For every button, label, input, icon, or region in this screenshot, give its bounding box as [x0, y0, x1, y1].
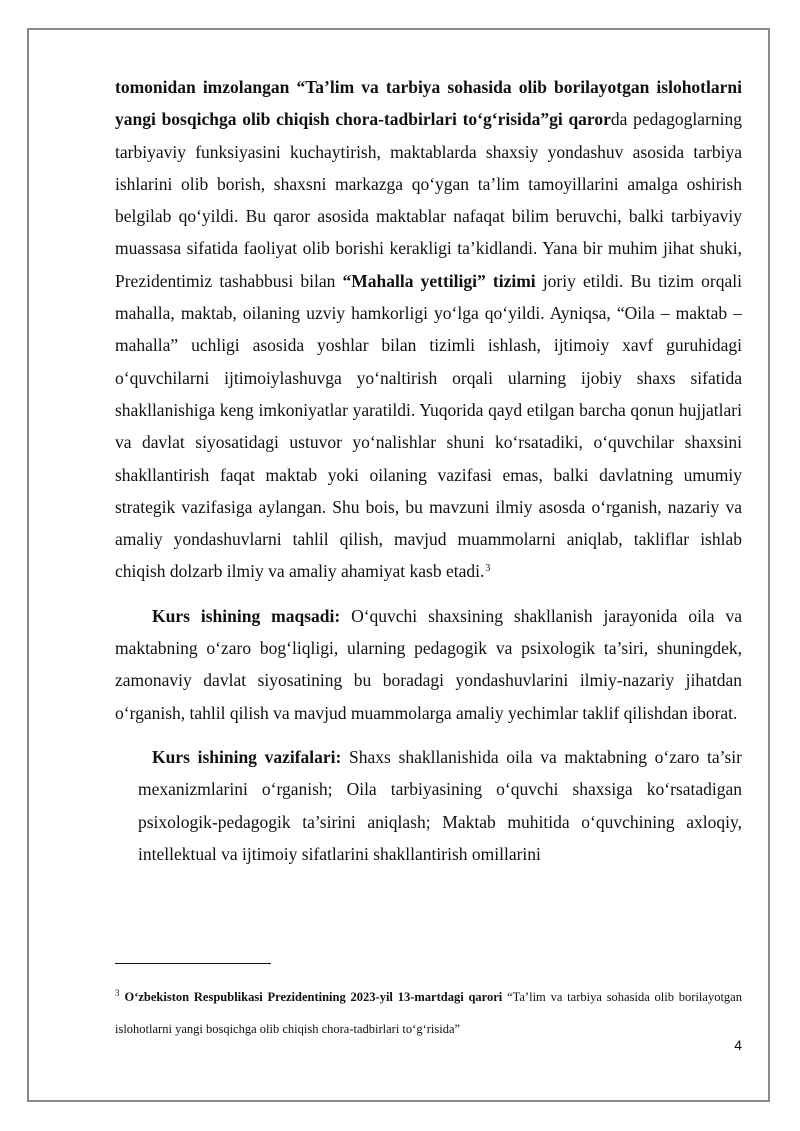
- footnote-source: O‘zbekiston Respublikasi Prezidentining 2023-yil 13-martdagi qarori: [124, 990, 503, 1004]
- footnote-separator: [115, 963, 271, 964]
- footnote-reference[interactable]: 3: [485, 563, 491, 575]
- footnote-number: 3: [115, 988, 120, 998]
- tasks-label: Kurs ishining vazifalari:: [152, 746, 342, 767]
- footnote: [115, 981, 742, 1045]
- decree-text: da pedagoglarning tarbiyaviy funksiyasini kuchaytirish, maktablarda shaxsiy yondashuv asosida tarbiya ishlarini olib borish, shaxsni markazga qo‘ygan ta’lim tamoyillarini amalga oshirish belgilab qo‘yildi. Bu qaror asosida maktablar nafaqat bilim beruvchi, balki tarbiyaviy muassasa sifatida faoliyat olib borishi kerakligi ta’kidlandi. Yana bir muhim jihat shuki, Prezidentimiz tashabbusi bilan: [115, 109, 743, 291]
- decree-title: tomonidan imzolangan “Ta’lim va tarbiya sohasida olib borilayotgan islohotlarni yangi bosqichga olib chiqish chora-tadbirlari to‘g‘risida”gi qaror: [115, 77, 742, 130]
- page-number: 4: [734, 1037, 742, 1053]
- mahalla-system-term: “Mahalla yettiligi” tizimi: [342, 270, 536, 291]
- goal-text: O‘quvchi shaxsining shakllanish jarayonida oila va maktabning o‘zaro bog‘liqligi, ularning pedagogik va psixologik ta’siri, shuningdek, zamonaviy davlat siyosatining bu boradagi yondashuvlarini ilmiy-nazariy jihatdan o‘rganish, tahlil qilish va mavjud muammolarga amaliy yechimlar taklif qilishdan iborat.: [115, 605, 742, 723]
- paragraph-decree: [115, 71, 742, 588]
- document-body: [115, 71, 742, 870]
- paragraph-tasks: [115, 741, 742, 870]
- paragraph-goal: [115, 600, 742, 729]
- goal-label: Kurs ishining maqsadi:: [152, 605, 341, 626]
- decree-text-continued: joriy etildi. Bu tizim orqali mahalla, maktab, oilaning uzviy hamkorligi yo‘lga qo‘yildi. Ayniqsa, “Oila – maktab – mahalla” uchligi asosida yoshlar bilan tizimli ishlash, ijtimoiy xavf guruhidagi o‘quvchilarni ijtimoiylashuvga yo‘naltirish orqali ularning ijobiy shaxs sifatida shakllanishiga keng imkoniyatlar yaratildi. Yuqorida qayd etilgan barcha qonun hujjatlari va davlat siyosatidagi ustuvor yo‘nalishlar shuni ko‘rsatadiki, o‘quvchilar shaxsini shakllantirish faqat maktab yoki oilaning vazifasi emas, balki davlatning umumiy strategik vazifasiga aylangan. Shu bois, bu mavzuni ilmiy asosda o‘rganish, nazariy va amaliy yondashuvlarni tahlil qilish, mavjud muammolarni aniqlab, takliflar ishlab chiqish dolzarb ilmiy va amaliy ahamiyat kasb etadi.: [115, 270, 743, 582]
- footnote-text: “Ta’lim va tarbiya sohasida olib borilayotgan islohotlarni yangi bosqichga olib chiqish chora-tadbirlari to‘g‘risida”: [115, 990, 742, 1036]
- tasks-text: Shaxs shakllanishida oila va maktabning o‘zaro ta’sir mexanizmlarini o‘rganish; Oila tarbiyasining o‘quvchi shaxsiga ko‘rsatadigan psixologik-pedagogik ta’sirini aniqlash; Maktab muhitida o‘quvchining axloqiy, intellektual va ijtimoiy sifatlarini shakllantirish omillarini: [138, 746, 742, 864]
